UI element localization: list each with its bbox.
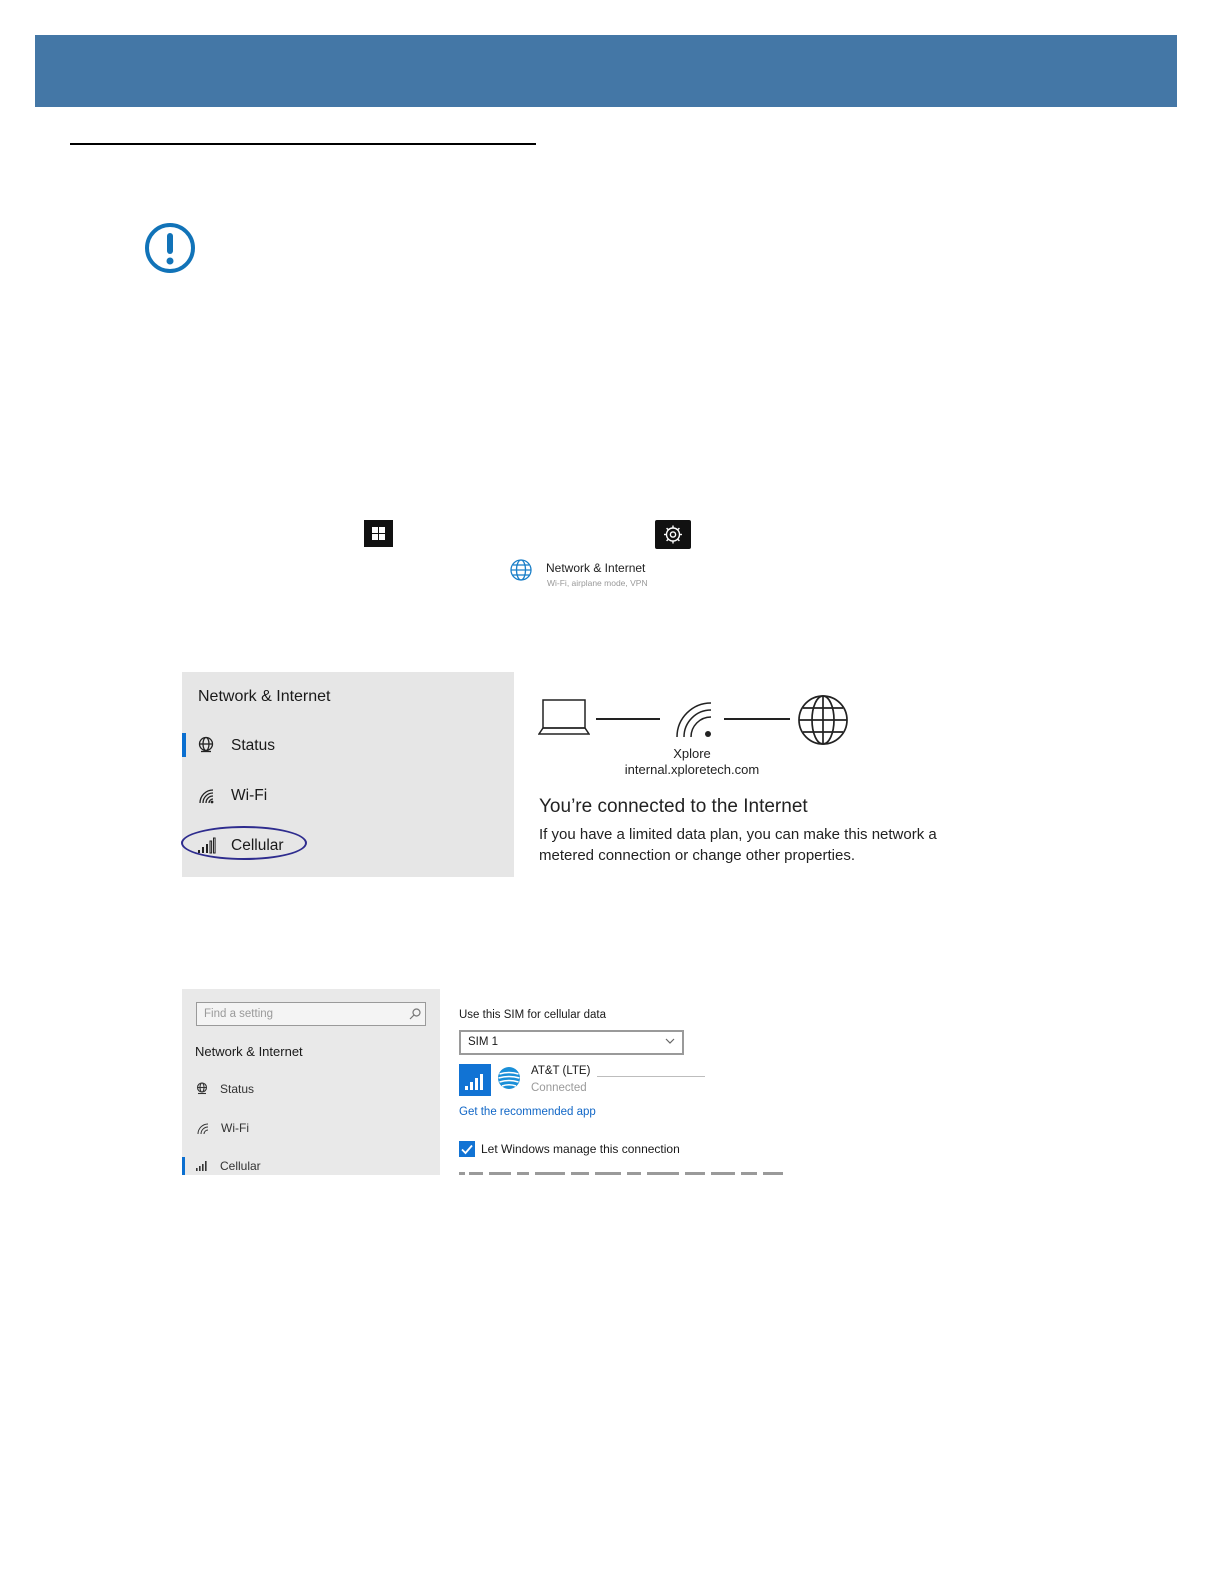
- wifi-network-icon: [674, 700, 716, 740]
- wifi-icon: [197, 787, 217, 805]
- chevron-down-icon: [664, 1036, 676, 1046]
- globe-icon: [509, 558, 533, 582]
- network-domain: internal.xploretech.com: [624, 762, 760, 777]
- sidebar-heading-2: Network & Internet: [195, 1044, 303, 1059]
- att-logo-icon: [496, 1065, 522, 1091]
- carrier-status: Connected: [531, 1082, 587, 1094]
- find-setting-placeholder: Find a setting: [204, 1008, 274, 1020]
- sidebar-heading: Network & Internet: [198, 688, 331, 705]
- connected-description: If you have a limited data plan, you can make this network a metered connection or change other properties.: [539, 826, 937, 864]
- sidebar-item-wifi-2[interactable]: Wi-Fi: [221, 1121, 249, 1135]
- carrier-name: AT&T (LTE): [531, 1065, 591, 1077]
- sidebar-item-status-2[interactable]: Status: [220, 1082, 255, 1096]
- search-icon: [408, 1007, 422, 1021]
- cellular-highlight-ellipse: [181, 826, 307, 860]
- selected-indicator-2: [182, 1157, 185, 1175]
- cellular-signal-icon-2: [195, 1160, 209, 1171]
- manage-connection-label: Let Windows manage this connection: [481, 1142, 680, 1156]
- manage-connection-checkbox[interactable]: [459, 1141, 475, 1157]
- header-bar: [35, 35, 1177, 107]
- recommended-app-link[interactable]: Get the recommended app: [459, 1106, 596, 1118]
- sidebar-item-cellular-2[interactable]: Cellular: [220, 1159, 261, 1173]
- windows-start-icon: [364, 520, 393, 547]
- sidebar-item-status[interactable]: Status: [231, 737, 275, 754]
- cellular-signal-tile: [459, 1064, 491, 1096]
- carrier-divider: [597, 1076, 705, 1077]
- cropped-text-fragment: [459, 1172, 789, 1175]
- title-underline: [70, 143, 536, 145]
- internet-globe-icon: [796, 693, 850, 747]
- sidebar-item-wifi[interactable]: Wi-Fi: [231, 787, 268, 804]
- selected-indicator: [182, 733, 186, 757]
- network-internet-tile-subtitle: Wi-Fi, airplane mode, VPN: [547, 578, 648, 588]
- sim-data-label: Use this SIM for cellular data: [459, 1009, 607, 1021]
- settings-gear-icon: [655, 520, 691, 549]
- connected-title: You’re connected to the Internet: [539, 796, 808, 817]
- sidebar-item-cellular[interactable]: Cellular: [231, 837, 284, 854]
- network-name: Xplore: [673, 746, 711, 761]
- connection-line-1: [596, 718, 660, 720]
- network-internet-tile-title[interactable]: Network & Internet: [546, 561, 646, 575]
- important-icon: [143, 221, 197, 275]
- laptop-icon: [538, 698, 590, 736]
- connection-line-2: [724, 718, 790, 720]
- wifi-icon-2: [196, 1122, 210, 1135]
- status-icon-2: [195, 1082, 209, 1095]
- sim-select-value: SIM 1: [468, 1036, 499, 1048]
- status-icon: [196, 736, 216, 754]
